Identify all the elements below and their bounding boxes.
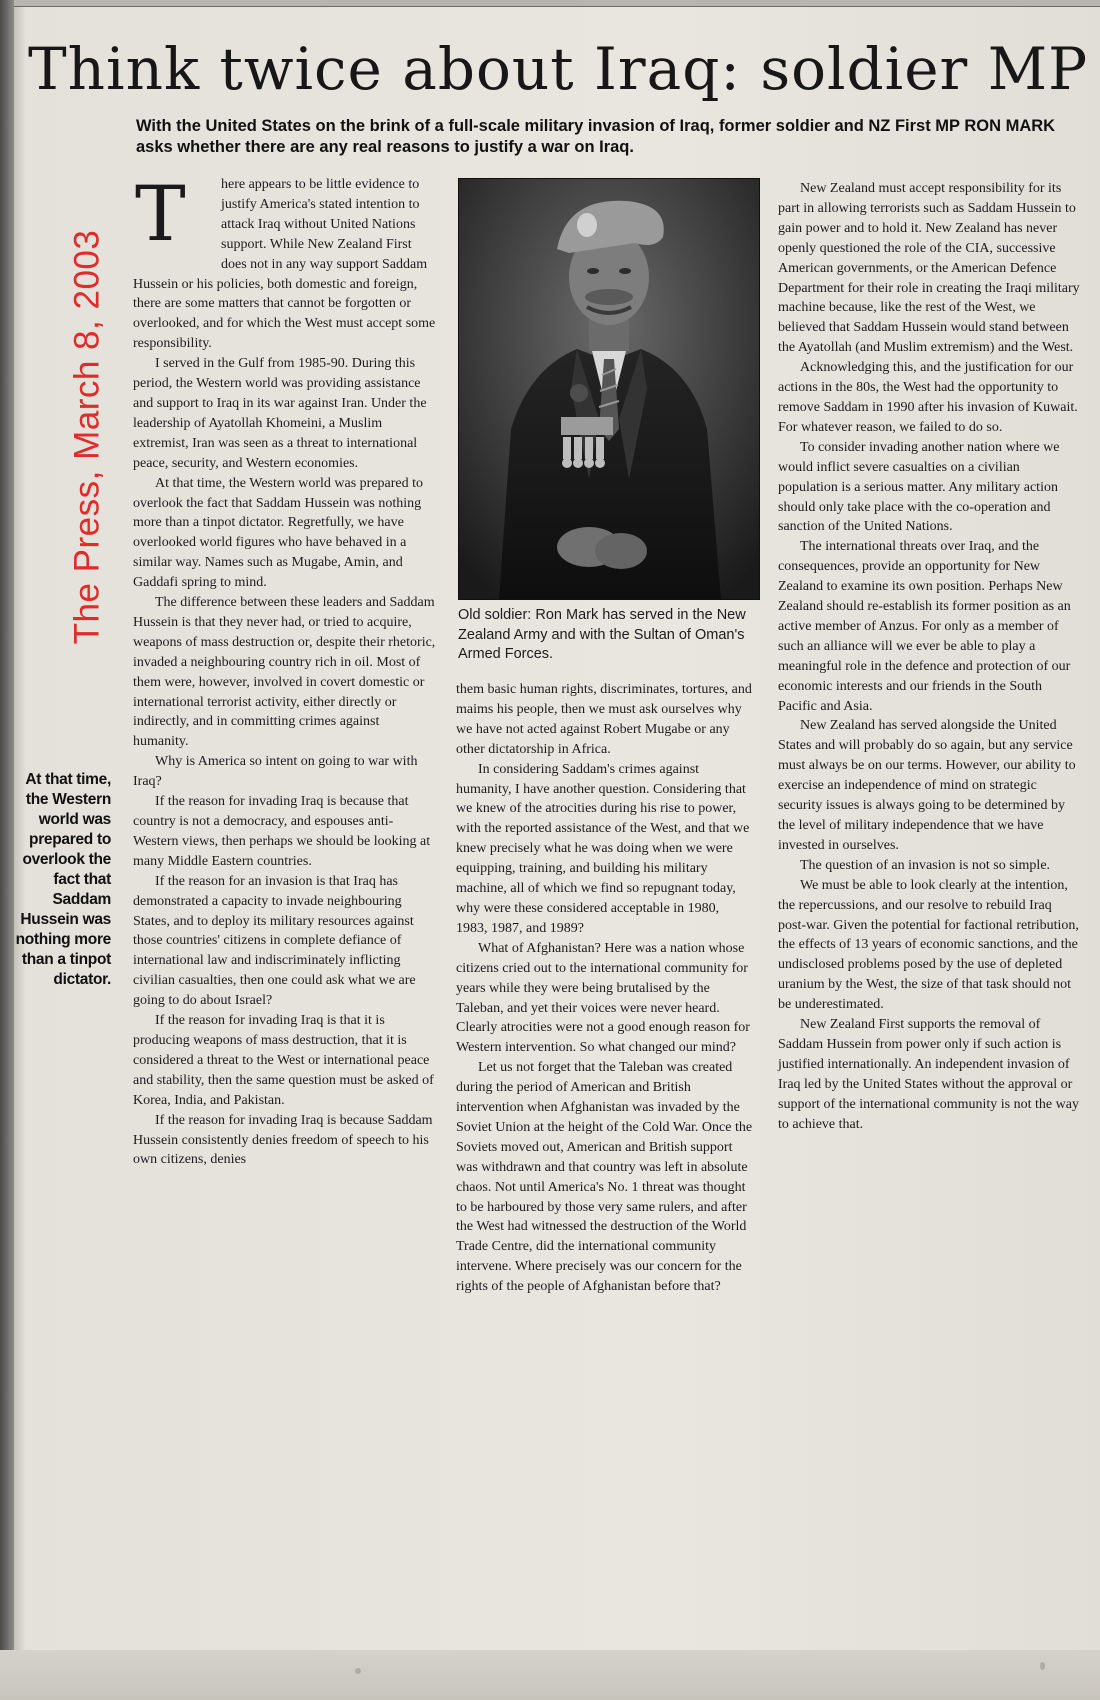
pull-quote-line: world was xyxy=(38,811,111,828)
body-paragraph: If the reason for invading Iraq is that it is producing weapons of mass destruction, that it is considered a threat to the West or international peace and stability, then the same question must be asked of Korea, India, and Pakistan. xyxy=(133,1013,434,1108)
body-paragraph: I served in the Gulf from 1985-90. During this period, the Western world was providing assistance and support to Iraq in its war against Iran. Under the leadership of Ayatollah Khomeini, a Muslim extremist, Iran was seen as a threat to international peace, security, and Western economies. xyxy=(133,356,427,471)
headline: Think twice about Iraq: soldier MP xyxy=(28,35,1089,103)
author-photo xyxy=(458,178,760,600)
body-paragraph: If the reason for invading Iraq is because Saddam Hussein consistently denies freedom of speech to his own citizens, denies xyxy=(133,1112,433,1168)
source-date-stamp xyxy=(44,152,130,722)
photo-caption: Old soldier: Ron Mark has served in the New Zealand Army and with the Sultan of Oman's Armed Forces. xyxy=(458,607,746,662)
body-paragraph: To consider invading another nation where we would inflict severe casualties on a civilian population is a serious matter. Any military action should only take place with the co-operation and sanction of the United Nations. xyxy=(778,439,1060,535)
body-paragraph: Acknowledging this, and the justification for our actions in the 80s, the West had the opportunity to remove Saddam in 1990 after his invasion of Kuwait. For whatever reason, we failed to do so. xyxy=(778,360,1078,435)
body-paragraph: New Zealand must accept responsibility for its part in allowing terrorists such as Saddam Hussein to gain power and to hold it. New Zealand has never openly questioned the role of the CIA, successive American governments, or the American Defence Department for their role in creating the Iraqi military machine because, like the rest of the West, we believed that Saddam Hussein would stand between the Ayatollah (and Muslim extremism) and the West. xyxy=(778,181,1080,356)
pull-quote-line: At that time, xyxy=(25,771,111,788)
article-column-3 xyxy=(778,179,1080,1135)
body-paragraph: If the reason for an invasion is that Iraq has demonstrated a capacity to invade neighbouring States, and to deploy its military resources against those countries' citizens in complete defiance of international law and indiscriminately inflicting civilian casualties, then one could ask what we are going to do about Israel? xyxy=(133,873,416,1009)
pull-quote-line: dictator. xyxy=(53,971,111,988)
body-paragraph: them basic human rights, discriminates, tortures, and maims his people, then we must ask ourselves why we have not acted against Robert Mugabe or any other dictatorship in Africa. xyxy=(456,682,752,757)
drop-cap: T xyxy=(135,169,186,258)
body-paragraph: At that time, the Western world was prepared to overlook the fact that Saddam Hussein was nothing more than a tinpot dictator. Regretfully, we have overlooked world figures who have behaved in a similar way. Names such as Mugabe, Amin, and Gaddafi spring to mind. xyxy=(133,475,424,591)
body-paragraph: If the reason for invading Iraq is because that country is not a democracy, and espouses anti-Western views, then perhaps we should be looking at many Middle Eastern countries. xyxy=(133,794,431,869)
pull-quote-line: Hussein was xyxy=(20,911,111,928)
pull-quote-line: overlook the xyxy=(22,851,111,868)
pull-quote-line: than a tinpot xyxy=(21,951,111,968)
body-paragraph: What of Afghanistan? Here was a nation whose citizens cried out to the international community for years while they were being brutalised by the Taleban, and yet their voices were never heard. Clearly atrocities were not a good enough reason for Western intervention. So what changed our mind? xyxy=(456,940,750,1056)
article-column-2 xyxy=(456,680,754,1297)
soldier-portrait-image xyxy=(459,179,759,599)
page-bottom-margin xyxy=(0,1650,1100,1700)
pull-quote-line: nothing more xyxy=(15,931,111,948)
pull-quote xyxy=(14,770,111,990)
column-1-text xyxy=(133,169,438,1170)
body-paragraph: Why is America so intent on going to war with Iraq? xyxy=(133,754,418,790)
pull-quote-line: prepared to xyxy=(29,831,111,848)
body-paragraph: New Zealand First supports the removal of Saddam Hussein from power only if such action is justified internationally. An independent invasion of Iraq led by the United States without the approval or support of the international community is not the way to achieve that. xyxy=(778,1017,1079,1132)
body-paragraph: New Zealand has served alongside the United States and will probably do so again, but any service must always be on our terms. However, our ability to exercise an independence of mind on strategic security issues is always going to be determined by the level of military independence that we have invested in ourselves. xyxy=(778,718,1076,853)
binding-shadow xyxy=(0,0,14,1700)
paper-speck xyxy=(355,1668,361,1674)
paper-speck xyxy=(1040,1662,1045,1670)
pull-quote-line: the Western xyxy=(25,791,111,808)
body-paragraph: The question of an invasion is not so simple. xyxy=(800,857,1051,873)
article-column-1 xyxy=(133,169,438,1170)
body-paragraph: here appears to be little evidence to justify America's stated intention to attack Iraq without United Nations support. While New Zealand First does not in any way support Saddam Hussein or his policies, both domestic and foreign, there are some matters that cannot be forgotten or overlooked, and for which the West must accept some responsibility. xyxy=(133,177,436,352)
pull-quote-line: Saddam xyxy=(52,891,111,908)
body-paragraph: Let us not forget that the Taleban was created during the period of American and British intervention when Afghanistan was invaded by the Soviet Union at the height of the Cold War. Once the Soviets moved out, American and British support was withdrawn and that country was left in absolute chaos. Not until America's No. 1 threat was thought to be harboured by those very same rulers, and after the West had witnessed the destruction of the World Trade Centre, did the international community intervene. Where precisely was our concern for the rights of the people of Afghanistan before that? xyxy=(456,1060,753,1295)
page-top-rule xyxy=(0,0,1100,7)
body-paragraph: The difference between these leaders and Saddam Hussein is that they never had, or tried to acquire, weapons of mass destruction or, despite their rhetoric, invaded a neighbouring country rich in oil. Most of them were, however, involved in covert domestic or international terrorist activity, either directly or indirectly, and in committing crimes against humanity. xyxy=(133,595,436,750)
pull-quote-line: fact that xyxy=(53,871,111,888)
body-paragraph: The international threats over Iraq, and the consequences, provide an opportunity for New Zealand to examine its own position. Perhaps New Zealand should re-establish its former position as an active member of Anzus. For only as a member of such an alliance will we ever be able to play a meaningful role in the defence and protection of our economic interests and our friends in the South Pacific and Asia. xyxy=(778,539,1071,714)
body-paragraph: In considering Saddam's crimes against humanity, I have another question. Considering that we knew of the atrocities during his rise to power, with the reported assistance of the West, and that we knew precisely what he was doing when we were equipping, training, and building his military machine, all of which we find so repugnant today, why were these considered acceptable in 1980, 1983, 1987, and 1989? xyxy=(456,761,750,936)
body-paragraph: We must be able to look clearly at the intention, the repercussions, and our resolve to rebuild Iraq post-war. Given the potential for factional retribution, the effects of 13 years of economic sanctions, and the undisclosed problems posed by the use of depleted uranium by the West, the size of that task should not be underestimated. xyxy=(778,877,1079,1013)
source-date-stamp-text: The Press, March 8, 2003 xyxy=(67,229,107,645)
standfirst: With the United States on the brink of a full-scale military invasion of Iraq, former soldier and NZ First MP RON MARK asks whether there are any real reasons to justify a war on Iraq. xyxy=(136,117,1056,156)
